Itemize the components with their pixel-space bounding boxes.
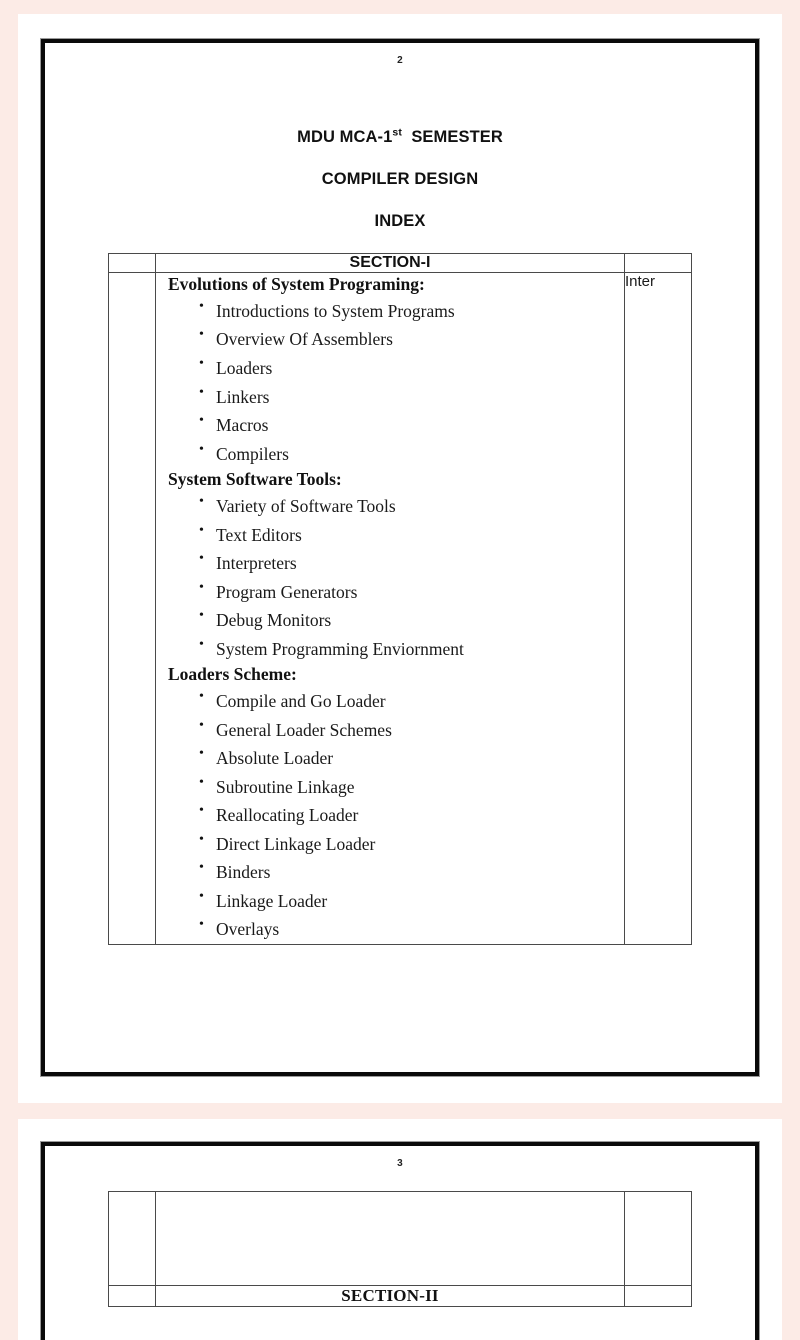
list-item: • Overview Of Assemblers	[216, 325, 624, 354]
page-number-1: 2	[397, 55, 403, 66]
cell-number-blank	[109, 1192, 156, 1286]
group-title-system-software-tools: System Software Tools:	[168, 469, 342, 490]
page-number-2: 3	[397, 1158, 403, 1169]
list-item: • Loaders	[216, 354, 624, 383]
semester-prefix: MDU MCA-1	[297, 128, 393, 146]
list-item: • Compilers	[216, 440, 624, 469]
list-item: • Compile and Go Loader	[216, 687, 624, 716]
section-header-label: SECTION-II	[156, 1286, 625, 1307]
list-item: • System Programming Enviornment	[216, 635, 624, 664]
list-item: • Interpreters	[216, 549, 624, 578]
list-item: • General Loader Schemes	[216, 716, 624, 745]
list-item: • Subroutine Linkage	[216, 773, 624, 802]
topic-list-evolutions	[156, 297, 624, 468]
list-item: • Reallocating Loader	[216, 801, 624, 830]
index-table-section-2	[108, 1191, 692, 1307]
cell-number-blank	[109, 273, 156, 945]
cell-remark-blank	[625, 1286, 692, 1307]
section-header-label: SECTION-I	[156, 254, 625, 273]
cell-topics-blank	[156, 1192, 625, 1286]
list-item: • Direct Linkage Loader	[216, 830, 624, 859]
topic-list-loaders-scheme	[156, 687, 624, 944]
list-item: • Absolute Loader	[216, 744, 624, 773]
table-row-section-header	[109, 1286, 692, 1307]
group-title-evolutions: Evolutions of System Programing:	[168, 274, 425, 294]
list-item: • Debug Monitors	[216, 606, 624, 635]
list-item: • Linkage Loader	[216, 887, 624, 916]
table-row-content	[109, 273, 692, 945]
page-sheet-2	[18, 1119, 782, 1340]
list-item: • Macros	[216, 411, 624, 440]
cell-number-blank	[109, 1286, 156, 1307]
cell-remark-blank	[625, 1192, 692, 1286]
list-item: • Overlays	[216, 915, 624, 944]
list-item: • Variety of Software Tools	[216, 492, 624, 521]
cell-topics	[156, 273, 625, 945]
list-item: • Binders	[216, 858, 624, 887]
list-item: • Linkers	[216, 383, 624, 412]
page-title-subject: COMPILER DESIGN	[321, 170, 479, 188]
cell-remark-inter: Inter	[625, 273, 692, 945]
page-border-inner-1	[41, 39, 759, 1076]
list-item: • Program Generators	[216, 578, 624, 607]
list-item: • Introductions to System Programs	[216, 297, 624, 326]
topic-list-system-software-tools	[156, 492, 624, 663]
page-title-semester	[45, 128, 755, 147]
cell-remark-blank	[625, 254, 692, 273]
table-row-section-header	[109, 254, 692, 273]
group-title-loaders-scheme: Loaders Scheme:	[168, 664, 297, 685]
page-title-index: INDEX	[374, 212, 426, 230]
table-row-empty	[109, 1192, 692, 1286]
semester-ordinal-suffix: st	[392, 126, 402, 139]
index-table-section-1	[108, 253, 692, 945]
page-border-frame-2	[40, 1141, 760, 1340]
list-item: • Text Editors	[216, 521, 624, 550]
page-border-frame-1	[40, 38, 760, 1077]
semester-suffix: SEMESTER	[401, 128, 503, 146]
cell-number-blank	[109, 254, 156, 273]
page-sheet-1	[18, 14, 782, 1103]
page-border-inner-2	[41, 1142, 759, 1340]
